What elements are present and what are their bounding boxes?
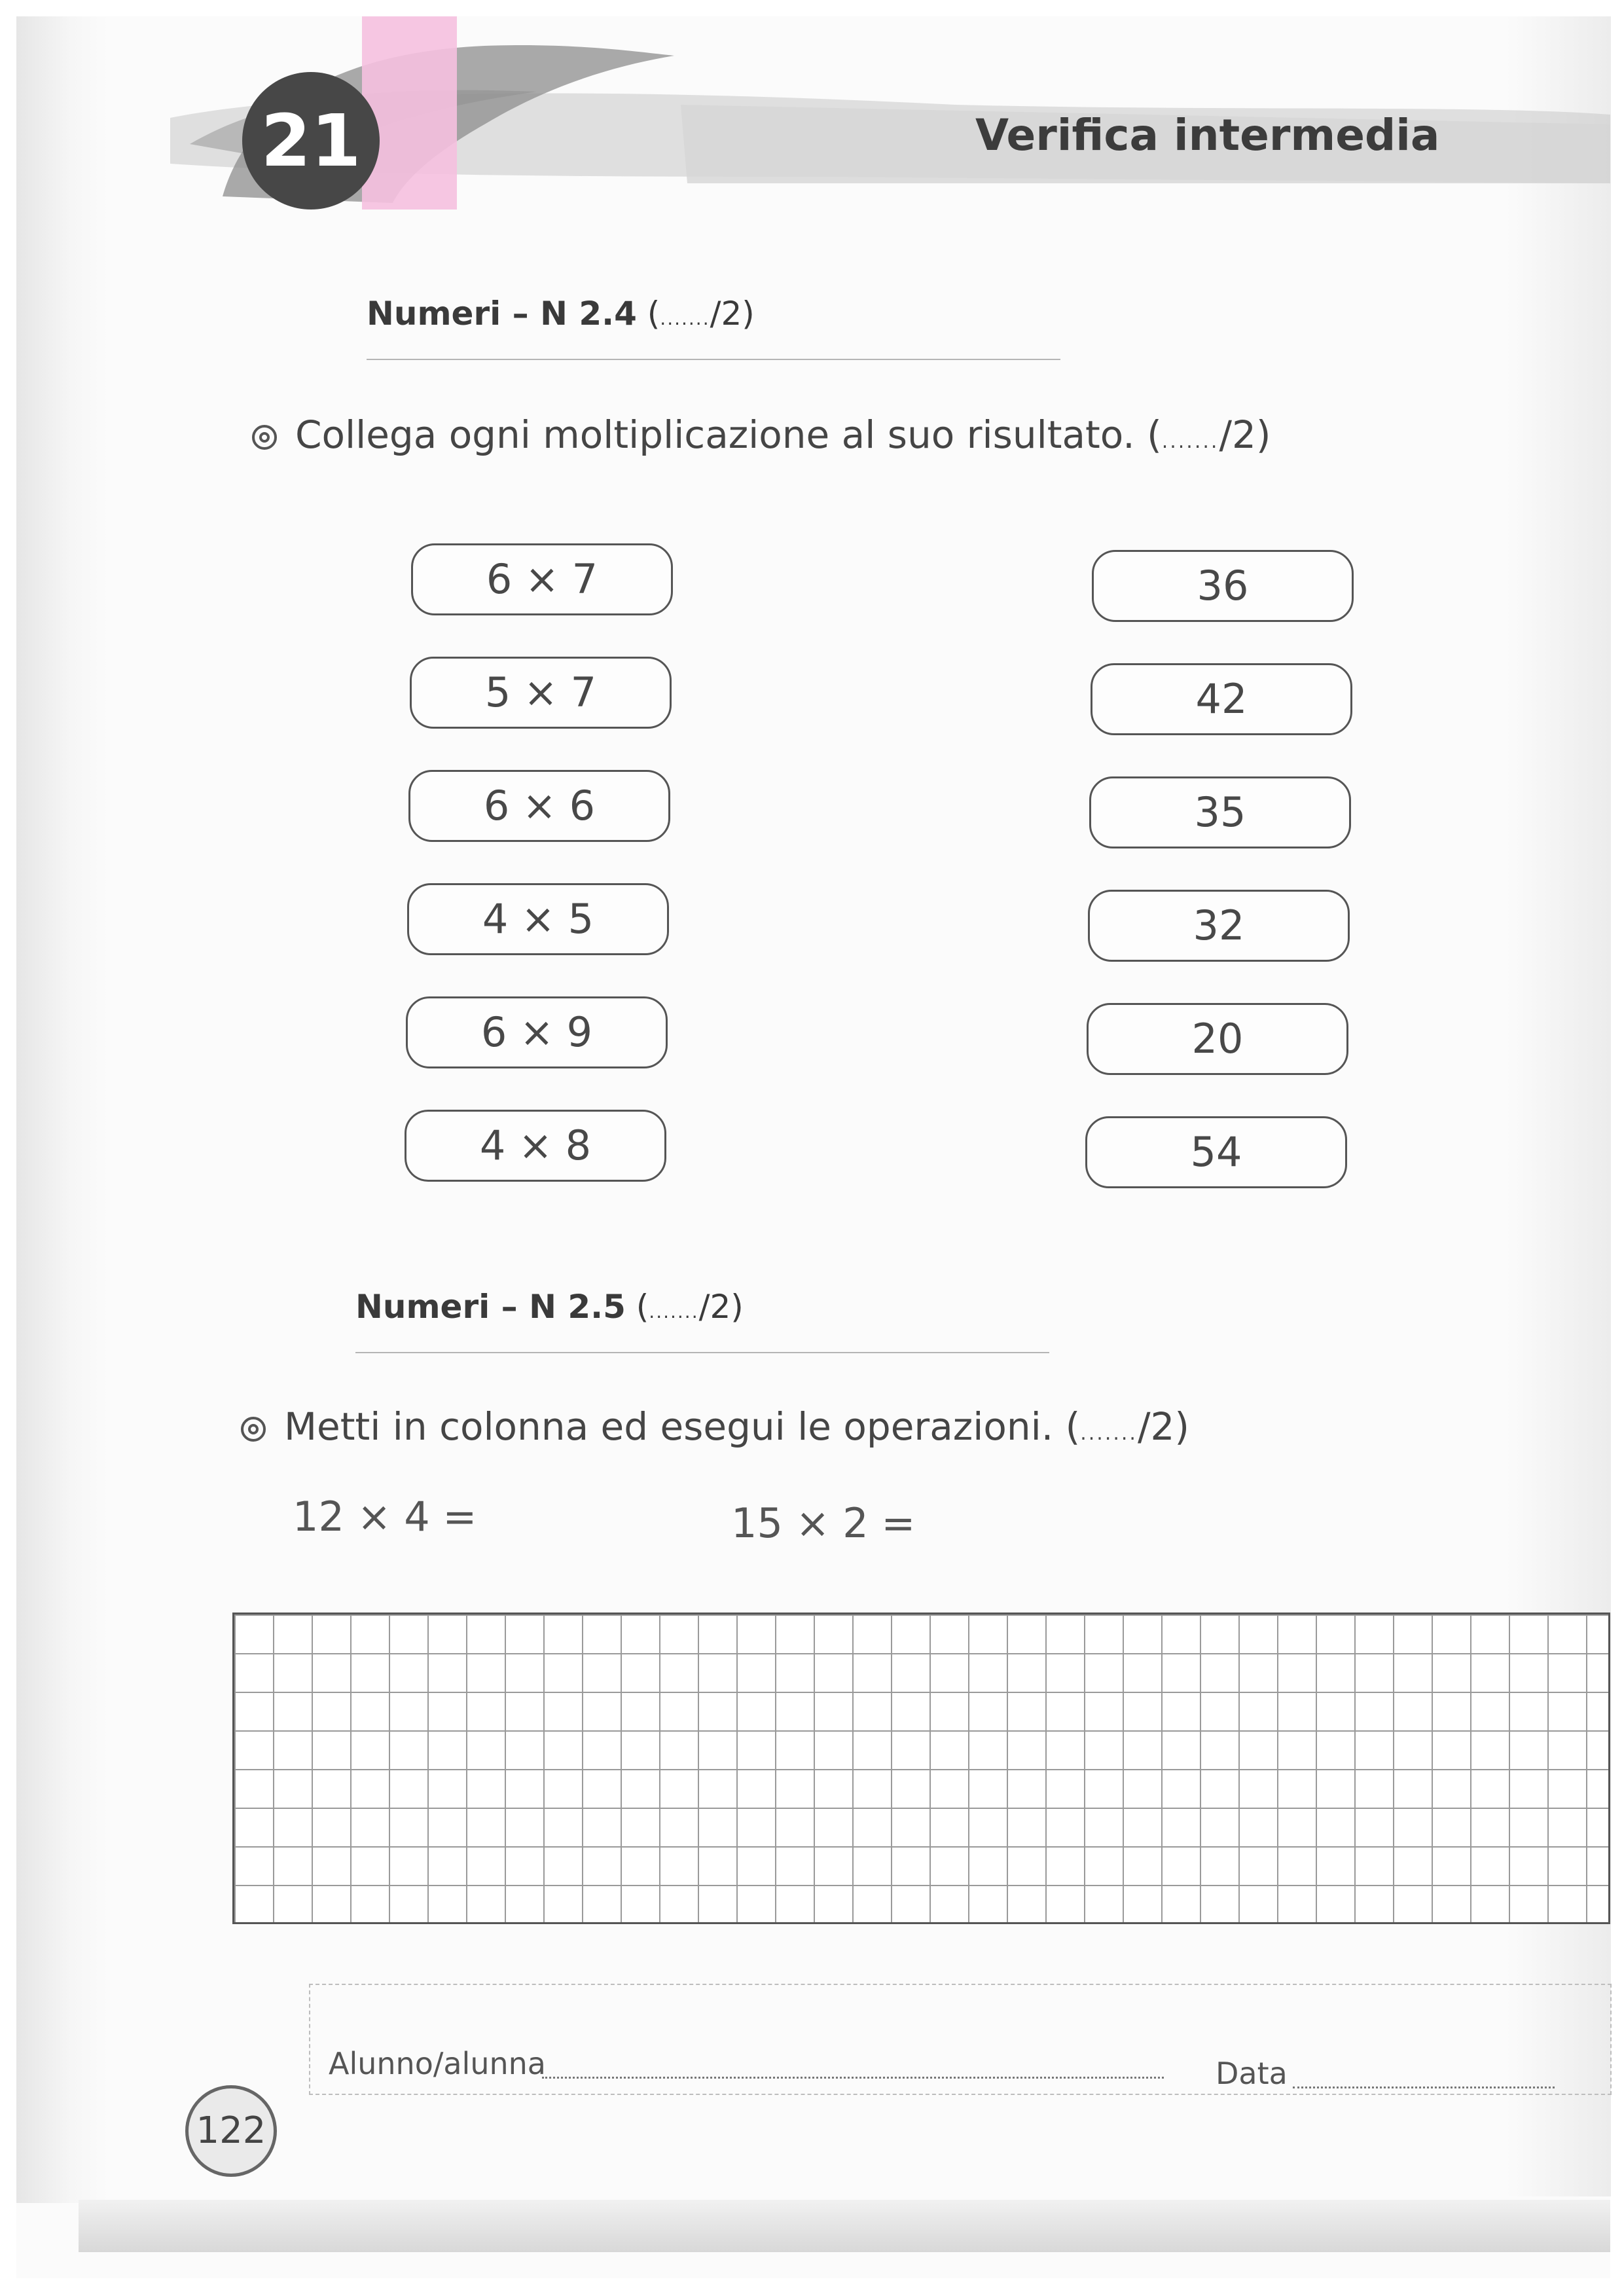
student-name-label: Alunno/alunna (329, 2046, 546, 2081)
multiplication-pill[interactable]: 4 × 5 (407, 883, 669, 955)
section-2-instruction-dots: ....... (1080, 1422, 1138, 1445)
section-2-heading-label: Numeri – N 2.5 (355, 1288, 626, 1326)
multiplication-pill[interactable]: 4 × 8 (405, 1110, 666, 1182)
section-1-instruction-close: /2) (1219, 412, 1271, 457)
section-2-score-dots: ....... (649, 1301, 699, 1322)
section-1-score-open: ( (636, 295, 660, 333)
date-label: Data (1216, 2056, 1288, 2091)
result-pill[interactable]: 42 (1091, 663, 1352, 735)
page (16, 16, 1610, 2278)
result-pill[interactable]: 20 (1087, 1003, 1348, 1075)
target-bullet-icon (241, 1417, 266, 1442)
section-1-instruction-text: Collega ogni moltiplicazione al suo risultato. ( (295, 412, 1162, 457)
operation-2: 15 × 2 = (731, 1499, 916, 1547)
section-2-heading (355, 1288, 744, 1326)
section-1-rule (367, 359, 1060, 360)
section-2-rule (355, 1352, 1049, 1353)
pink-tab-marker (362, 16, 457, 210)
result-pill[interactable]: 32 (1088, 890, 1350, 962)
student-name-line[interactable] (542, 2077, 1164, 2079)
date-line[interactable] (1293, 2086, 1555, 2088)
section-1-heading (367, 295, 755, 333)
operation-1: 12 × 4 = (293, 1493, 477, 1540)
multiplication-pill[interactable]: 5 × 7 (410, 657, 672, 729)
section-2-instruction-text: Metti in colonna ed esegui le operazioni. ( (284, 1404, 1081, 1449)
section-2-instruction (241, 1404, 1189, 1449)
chapter-number-badge: 21 (242, 72, 380, 210)
multiplication-pill[interactable]: 6 × 6 (408, 770, 670, 842)
binding-shadow (16, 16, 108, 2203)
page-number: 122 (185, 2085, 277, 2177)
page-title: Verifica intermedia (975, 110, 1440, 160)
section-1-instruction-dots: ....... (1161, 430, 1219, 453)
section-1-score-dots: ....... (660, 308, 710, 329)
section-1-heading-label: Numeri – N 2.4 (367, 295, 637, 333)
section-1-instruction (252, 412, 1271, 457)
bottom-edge-shadow (79, 2200, 1610, 2252)
multiplication-pill[interactable]: 6 × 9 (406, 996, 668, 1068)
multiplication-pill[interactable]: 6 × 7 (411, 543, 673, 615)
result-pill[interactable]: 35 (1089, 776, 1351, 848)
result-pill[interactable]: 54 (1085, 1116, 1347, 1188)
section-2-instruction-close: /2) (1137, 1404, 1190, 1449)
squared-grid-workspace[interactable] (232, 1613, 1610, 1924)
result-pill[interactable]: 36 (1092, 550, 1354, 622)
section-2-score-close: /2) (698, 1288, 744, 1326)
section-2-score-open: ( (625, 1288, 649, 1326)
section-1-score-close: /2) (710, 295, 755, 333)
target-bullet-icon (252, 425, 277, 450)
